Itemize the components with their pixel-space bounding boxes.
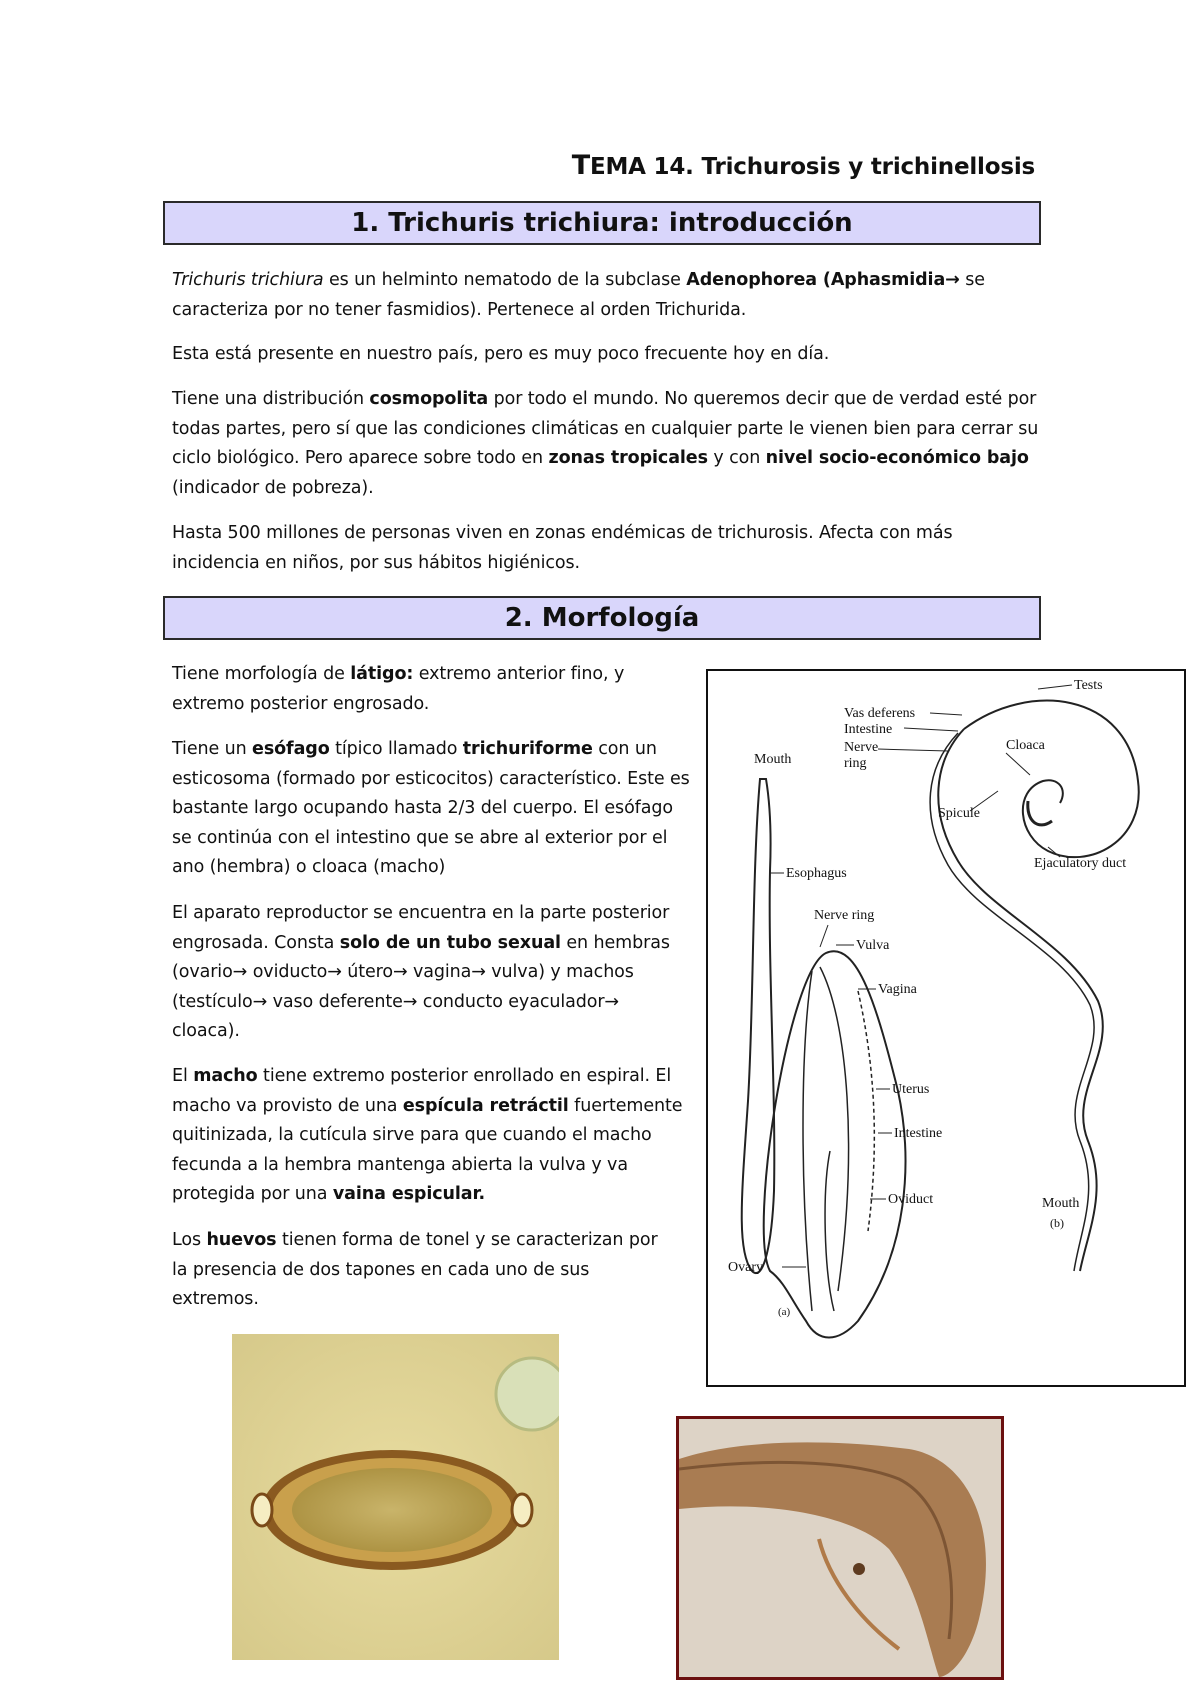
intro-paragraph-1: Trichuris trichiura es un helminto nematodo de la subclase Adenophorea (Aphasmidia→ se caracteriza por no tener fasmidios). Pertenece al orden Trichurida. (172, 270, 985, 320)
section-heading-introduction: 1. Trichuris trichiura: introducción (163, 201, 1041, 245)
label-ring: ring (844, 756, 867, 771)
trichuris-anatomy-diagram (706, 669, 1186, 1387)
label-tests: Tests (1074, 678, 1103, 693)
trichuris-worm-photo (676, 1416, 1004, 1680)
label-nerve: Nerve (844, 740, 879, 755)
section-heading-morphology: 2. Morfología (163, 596, 1041, 640)
morphology-paragraph-1: Tiene morfología de látigo: extremo anterior fino, y extremo posterior engrosado. (172, 664, 625, 714)
label-esophagus: Esophagus (786, 866, 847, 881)
label-mouth-female: Mouth (754, 752, 792, 767)
document-title: TEMA 14. Trichurosis y trichinellosis (571, 150, 1035, 181)
intro-paragraph-4: Hasta 500 millones de personas viven en zonas endémicas de trichurosis. Afecta con más incidencia en niños, por sus hábitos higiénicos. (172, 523, 953, 573)
label-cloaca: Cloaca (1006, 738, 1045, 753)
label-intestine-male: Intestine (844, 722, 893, 737)
label-panel-a: (a) (778, 1306, 791, 1318)
label-leader-lines (770, 685, 1072, 1267)
morphology-paragraph-2: Tiene un esófago típico llamado trichuriforme con un esticosoma (formado por esticocitos) característico. Este es bastante largo ocupando hasta 2/3 del cuerpo. El esófago se continúa con el intestino que se abre al exterior por el ano (hembra) o cloaca (macho) (172, 739, 690, 877)
trichuris-egg-photo (232, 1334, 559, 1660)
label-nerve-ring-female: Nerve ring (814, 908, 875, 923)
label-vagina: Vagina (878, 982, 917, 997)
label-panel-b: (b) (1050, 1216, 1064, 1230)
female-worm-drawing (742, 779, 906, 1338)
label-ovary: Ovary (728, 1260, 763, 1275)
morphology-paragraph-3: El aparato reproductor se encuentra en la parte posterior engrosada. Consta solo de un tubo sexual en hembras (ovario→ oviducto→ útero→ vagina→ vulva) y machos (testículo→ vaso deferente→ conducto eyaculador→ cloaca). (172, 903, 670, 1041)
intro-paragraph-3: Tiene una distribución cosmopolita por todo el mundo. No queremos decir que de verdad esté por todas partes, pero sí que las condiciones climáticas en cualquier parte le vienen bien para cerrar su ciclo biológico. Pero aparece sobre todo en zonas tropicales y con nivel socio-económico bajo (indicador de pobreza). (172, 389, 1039, 498)
intro-paragraph-2: Esta está presente en nuestro país, pero es muy poco frecuente hoy en día. (172, 344, 830, 364)
label-mouth-male: Mouth (1042, 1196, 1080, 1211)
label-vas-deferens: Vas deferens (844, 706, 916, 721)
label-intestine-female: Intestine (894, 1126, 943, 1141)
label-oviduct: Oviduct (888, 1192, 934, 1207)
morphology-paragraph-4: El macho tiene extremo posterior enrollado en espiral. El macho va provisto de una espícula retráctil fuertemente quitinizada, la cutícula sirve para que cuando el macho fecunda a la hembra mantenga abierta la vulva y va protegida por una vaina espicular. (172, 1066, 683, 1204)
morphology-paragraph-5: Los huevos tienen forma de tonel y se caracterizan por la presencia de dos tapones en cada uno de sus extremos. (172, 1230, 658, 1309)
label-vulva: Vulva (856, 938, 890, 953)
male-worm-drawing (930, 701, 1139, 1271)
label-ejaculatory-duct: Ejaculatory duct (1034, 856, 1127, 871)
label-uterus: Uterus (892, 1082, 930, 1097)
label-spicule: Spicule (938, 806, 980, 821)
